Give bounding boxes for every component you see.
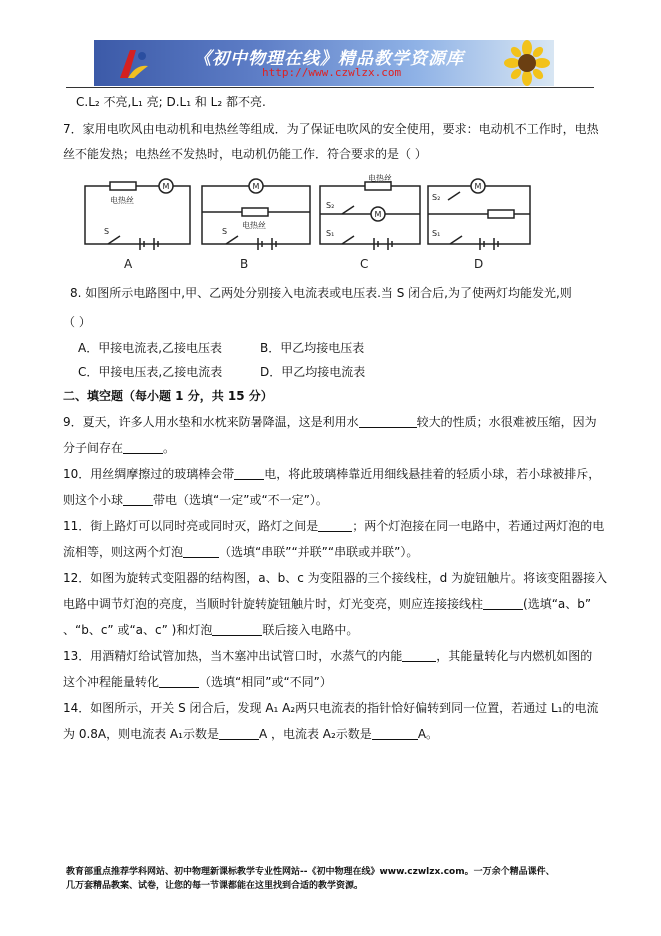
q11-line2: [63, 544, 418, 560]
q14-blank-1[interactable]: [219, 727, 259, 740]
section-2-heading: 二、填空题（每小题 1 分，共 15 分）: [63, 389, 273, 403]
q13-text-d: （选填“相同”或“不同”）: [199, 675, 332, 689]
q10-text-a: 10．用丝绸摩擦过的玻璃棒会带: [63, 467, 235, 481]
q10-text-b: 电，将此玻璃棒靠近用细线悬挂着的轻质小球，若小球被排斥，: [264, 467, 601, 481]
q6-options-cd: C.L₂ 不亮,L₁ 亮; D.L₁ 和 L₂ 都不亮.: [76, 95, 266, 109]
q13-line2: [63, 674, 332, 690]
q14-line2: [63, 726, 438, 742]
q10-blank-2[interactable]: [123, 493, 153, 506]
q12-text-b: (选填“a、b”: [523, 597, 592, 611]
q13-text-a: 13．用酒精灯给试管加热，当木塞冲出试管口时，水蒸气的内能: [63, 649, 403, 663]
heater-label-b: 电热丝: [242, 221, 266, 230]
q10-blank-1[interactable]: [234, 467, 264, 480]
q7-text-line1: 7．家用电吹风由电动机和电热丝等组成．为了保证电吹风的安全使用，要求：电动机不工作时，电热: [63, 122, 599, 136]
q8-option-a: A．甲接电流表,乙接电压表: [78, 341, 223, 355]
q11-text-d: （选填“串联”“并联”“串联或并联”）。: [219, 545, 419, 559]
header-banner: [94, 40, 554, 86]
q9-line1: [63, 414, 597, 430]
site-url[interactable]: http://www.czwlzx.com: [262, 66, 402, 79]
circuit-a: [85, 179, 190, 250]
q11-line1: [63, 518, 604, 534]
switch-s1-label-d: S₁: [432, 229, 441, 238]
q7-text-line2: 丝不能发热；电热丝不发热时，电动机仍能工作．符合要求的是（ ）: [63, 147, 427, 161]
footer-line2: 几万套精品教案、试卷，让您的每一节课都能在这里找到合适的教学资源。: [66, 881, 364, 891]
circuit-c: [320, 182, 420, 250]
motor-label-b: M: [252, 182, 260, 191]
sunflower-icon: [502, 40, 552, 86]
q13-blank-2[interactable]: [159, 675, 199, 688]
q12-blank-2[interactable]: [212, 623, 262, 636]
site-logo-icon: [112, 44, 152, 84]
q8-text-line1: 8. 如图所示电路图中,甲、乙两处分别接入电流表或电压表.当 S 闭合后,为了使两灯均能发光,则: [70, 286, 572, 300]
q14-line1: 14．如图所示，开关 S 闭合后，发现 A₁ A₂两只电流表的指针恰好偏转到同一位置，若通过 L₁的电流: [63, 701, 599, 715]
q11-text-b: ；两个灯泡接在同一电路中，若通过两灯泡的电: [352, 519, 605, 533]
motor-label-d: M: [474, 182, 482, 191]
heater-label-c: 电热丝: [368, 174, 392, 183]
motor-label-c: M: [374, 210, 382, 219]
q14-text-c: A。: [417, 727, 439, 741]
switch-s2-label-c: S₂: [326, 201, 335, 210]
q13-line1: [63, 648, 592, 664]
q10-line1: [63, 466, 600, 482]
site-title: 《初中物理在线》精品教学资源库: [194, 49, 464, 69]
footer-line1: 教育部重点推荐学科网站、初中物理新课标教学专业性网站--《初中物理在线》www.czwlzx.com。一万余个精品课件、: [66, 867, 555, 877]
switch-label-a: S: [104, 227, 110, 236]
q10-text-c: 则这个小球: [63, 493, 124, 507]
q12-text-a: 电路中调节灯泡的亮度，当顺时针旋转旋钮触片时，灯光变亮，则应连接接线柱: [63, 597, 484, 611]
q12-blank-1[interactable]: [483, 597, 523, 610]
q11-text-c: 流相等，则这两个灯泡: [63, 545, 184, 559]
motor-label-a: M: [162, 182, 170, 191]
q13-blank-1[interactable]: [402, 649, 436, 662]
q10-text-d: 带电（选填“一定”或“不一定”）。: [153, 493, 328, 507]
heater-label-a: 电热丝: [110, 196, 134, 205]
q9-text-c: 分子间存在: [63, 441, 124, 455]
q11-blank-2[interactable]: [183, 545, 219, 558]
q8-option-d: D．甲乙均接电流表: [260, 365, 366, 379]
q9-text-d: 。: [163, 441, 176, 455]
q14-blank-2[interactable]: [372, 727, 418, 740]
q9-text-b: 较大的性质；水很难被压缩，因为: [416, 415, 597, 429]
q14-text-b: A ，电流表 A₂示数是: [258, 727, 372, 741]
q12-line1: 12．如图为旋转式变阻器的结构图，a、b、c 为变阻器的三个接线柱，d 为旋钮触片。将该变阻器接入: [63, 571, 608, 585]
q9-blank-1[interactable]: [359, 415, 417, 428]
q9-line2: [63, 440, 175, 456]
q11-text-a: 11．街上路灯可以同时亮或同时灭，路灯之间是: [63, 519, 319, 533]
switch-label-b: S: [222, 227, 228, 236]
q13-text-c: 这个冲程能量转化: [63, 675, 160, 689]
q14-text-a: 为 0.8A，则电流表 A₁示数是: [63, 727, 219, 741]
q12-line2: [63, 596, 591, 612]
q8-text-line2: （ ）: [63, 315, 91, 329]
circuit-label-b: B: [240, 257, 249, 271]
switch-s2-label-d: S₂: [432, 193, 441, 202]
q9-text-a: 9．夏天，许多人用水垫和水枕来防暑降温，这是利用水: [63, 415, 359, 429]
circuit-label-a: A: [124, 257, 133, 271]
q8-option-b: B．甲乙均接电压表: [260, 341, 365, 355]
q9-blank-2[interactable]: [123, 441, 163, 454]
q10-line2: [63, 492, 328, 508]
header-divider: [66, 87, 594, 88]
q12-line3: [63, 622, 358, 638]
switch-s1-label-c: S₁: [326, 229, 335, 238]
circuit-label-d: D: [474, 257, 484, 271]
q12-text-d: 联后接入电路中。: [262, 623, 359, 637]
q13-text-b: ，其能量转化与内燃机如图的: [436, 649, 593, 663]
q7-circuit-diagrams: [80, 172, 540, 272]
q12-text-c: 、“b、c” 或“a、c” )和灯泡: [63, 623, 213, 637]
q11-blank-1[interactable]: [318, 519, 352, 532]
q8-option-c: C．甲接电压表,乙接电流表: [78, 365, 223, 379]
circuit-label-c: C: [360, 257, 369, 271]
